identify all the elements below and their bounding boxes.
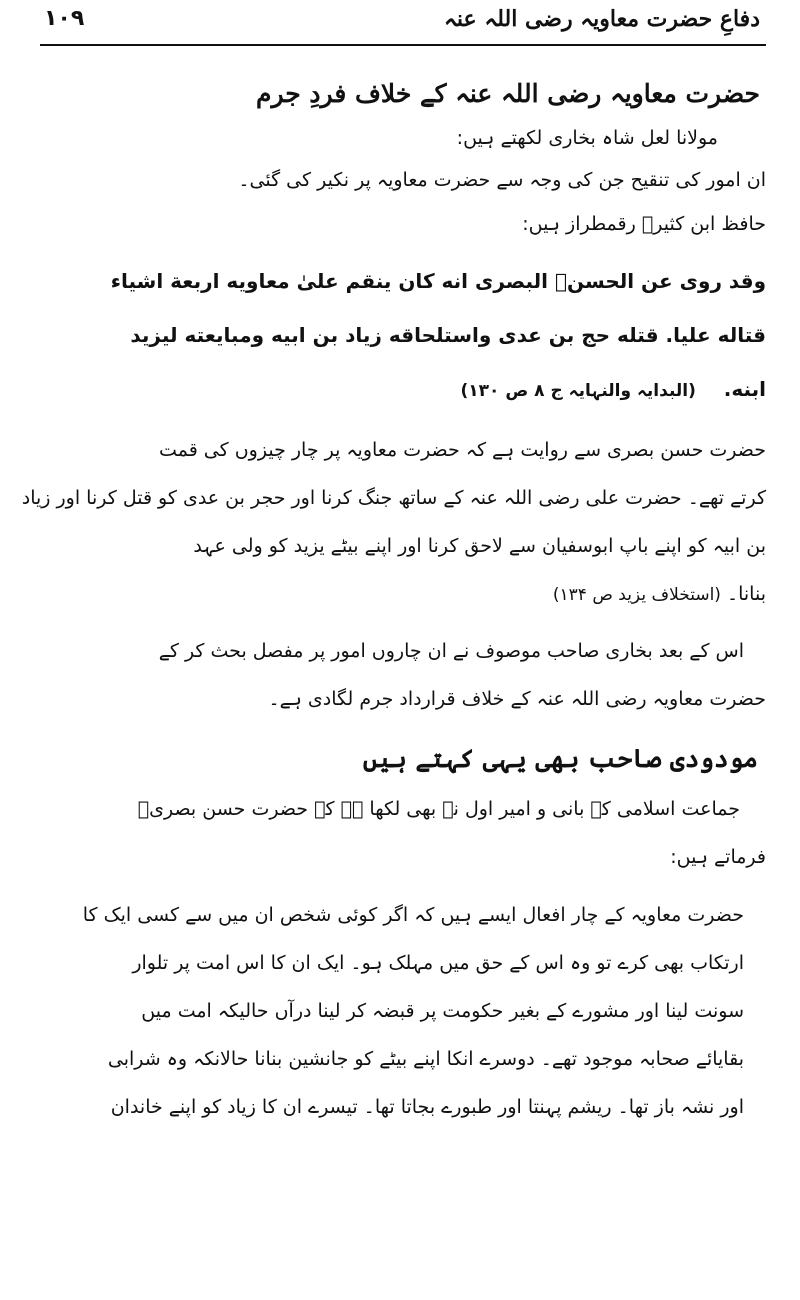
section-heading-maududi: مودودی صاحب بھی یہی کہتے ہیں <box>362 744 758 773</box>
text-line: مولانا لعل شاہ بخاری لکھتے ہیں: <box>456 127 718 149</box>
maududi-quote-paragraph <box>40 891 766 1131</box>
citation-bidaya: (البدایہ والنہایہ ج ۸ ص ۱۳۰) <box>460 381 696 401</box>
running-title: دفاعِ حضرت معاویہ رضی اللہ عنہ <box>444 6 760 32</box>
text-line: حافظ ابن کثیرؒ رقمطراز ہیں: <box>522 213 766 235</box>
page-number: ۱۰۹ <box>44 6 85 31</box>
section-heading-charge-sheet: حضرت معاویہ رضی اللہ عنہ کے خلاف فردِ جرم <box>255 79 760 108</box>
text-line: کرتے تھے۔ حضرت علی رضی اللہ عنہ کے ساتھ جنگ کرنا اور حجر بن عدی کو قتل کرنا اور زیاد <box>21 487 766 509</box>
translation-paragraph <box>21 426 766 619</box>
text-line: حضرت معاویہ کے چار افعال ایسے ہیں کہ اگر کوئی شخص ان میں سے کسی ایک کا <box>82 904 744 926</box>
arabic-line: قتاله علیا. قتله حج بن عدی واستلحاقه زیاد بن ابیه ومبایعته لیزید <box>130 323 766 347</box>
arabic-line <box>40 362 766 418</box>
page-header <box>40 0 766 46</box>
page-body <box>21 76 766 1131</box>
text-line: بقایائے صحابہ موجود تھے۔ دوسرے انکا اپنے بیٹے کو جانشین بنانا حالانکہ وہ شرابی <box>107 1048 744 1070</box>
text-line: جماعت اسلامی کے بانی و امیر اول نے بھی لکھا ہے کہ حضرت حسن بصریؒ <box>137 798 740 820</box>
maududi-intro-paragraph <box>40 785 766 881</box>
text-line-end: بنانا۔ <box>726 583 766 605</box>
conclusion-paragraph <box>40 627 766 723</box>
text-line: ان امور کی تنقیح جن کی وجہ سے حضرت معاویہ پر نکیر کی گئی۔ <box>238 169 766 191</box>
text-line: اس کے بعد بخاری صاحب موصوف نے ان چاروں امور پر مفصل بحث کر کے <box>158 640 744 662</box>
text-line: حضرت حسن بصری سے روایت ہے کہ حضرت معاویہ پر چار چیزوں کی قمت <box>159 439 766 461</box>
text-line: حضرت معاویہ رضی اللہ عنہ کے خلاف قرارداد جرم لگادی ہے۔ <box>268 688 766 710</box>
arabic-line: وقد روی عن الحسنؒ البصری انه کان ینقم علیٰ معاویه اربعة اشیاء <box>110 269 766 293</box>
text-line: فرماتے ہیں: <box>670 846 766 868</box>
text-line: سونت لینا اور مشورے کے بغیر حکومت پر قبضہ کر لینا درآں حالیکہ امت میں <box>141 1000 744 1022</box>
text-line: ارتکاب بھی کرے تو وہ اس کے حق میں مہلک ہو۔ ایک ان کا اس امت پر تلوار <box>132 952 744 974</box>
arabic-quote <box>40 254 766 418</box>
arabic-line-end: ابنه. <box>723 377 766 401</box>
intro-paragraph <box>40 118 766 246</box>
citation-istikhlaf: (استخلاف یزید ص ۱۳۴) <box>552 585 721 605</box>
text-line <box>40 570 766 619</box>
text-line: اور نشہ باز تھا۔ ریشم پہنتا اور طبورے بجاتا تھا۔ تیسرے ان کا زیاد کو اپنے خاندان <box>110 1096 744 1118</box>
text-line: بن ابیہ کو اپنے باپ ابوسفیان سے لاحق کرنا اور اپنے بیٹے یزید کو ولی عہد <box>193 535 766 557</box>
